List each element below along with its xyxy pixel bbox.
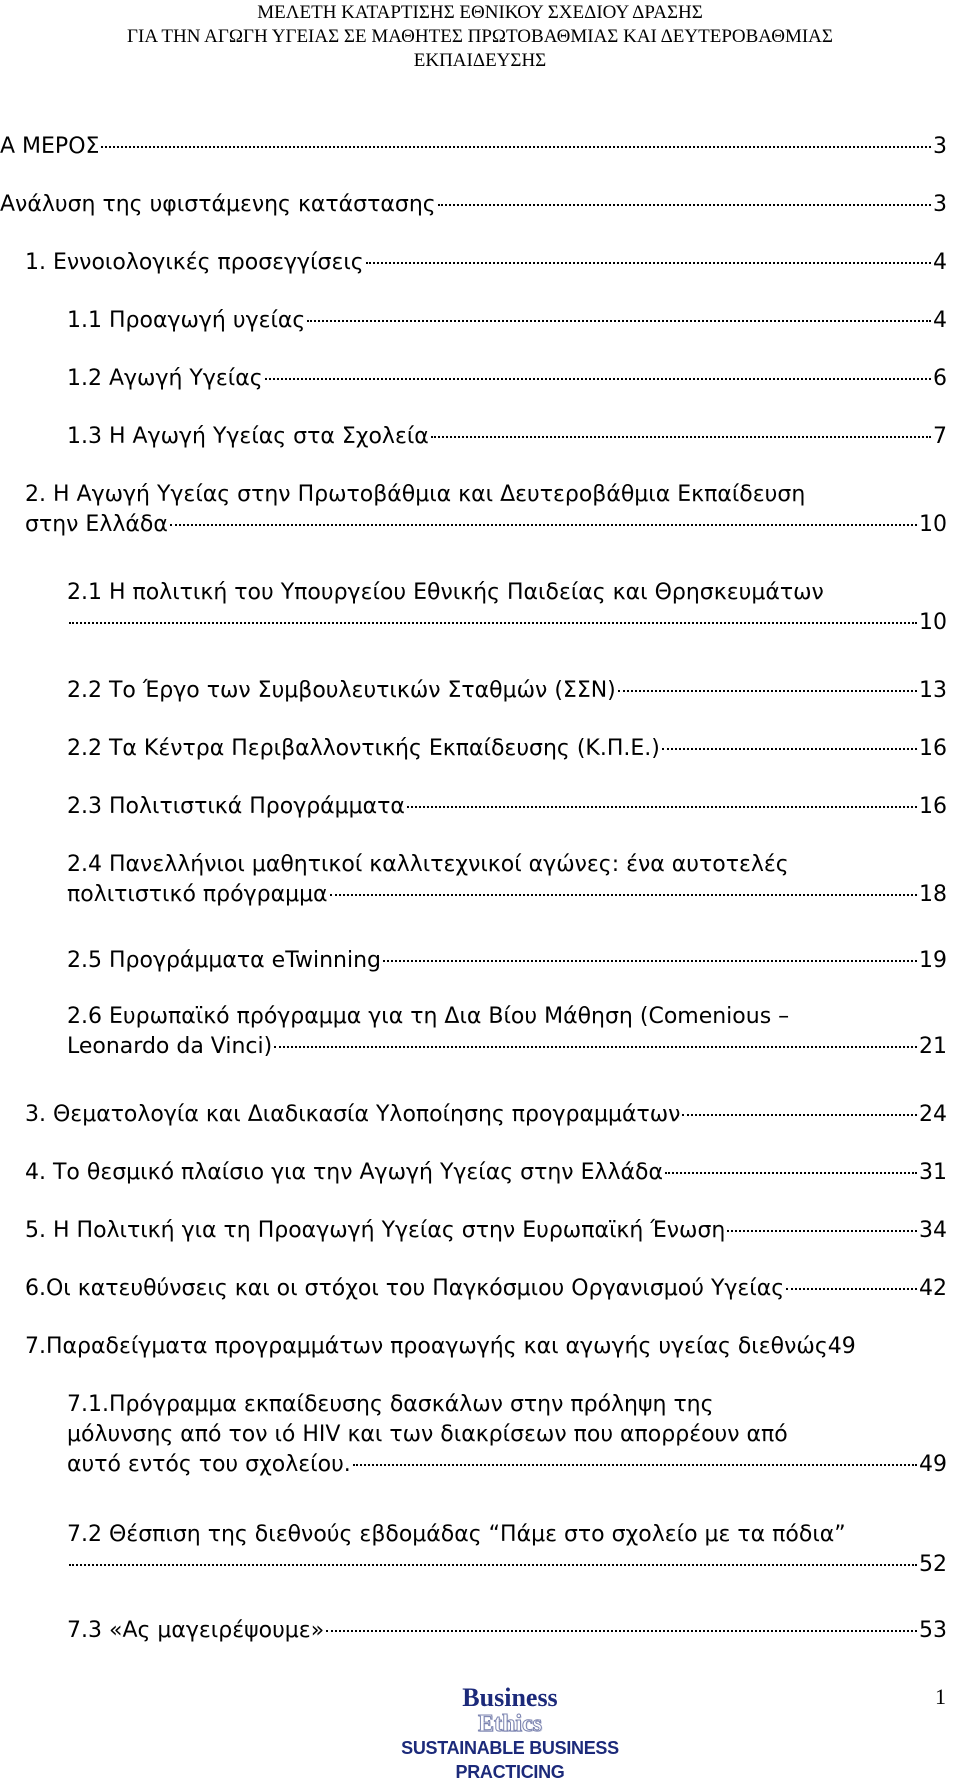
toc-entry-text: Leonardo da Vinci) [67,1034,273,1059]
logo-tagline: SUSTAINABLE BUSINESS PRACTICING [401,1738,619,1782]
toc-entry-text: 6.Οι κατευθύνσεις και οι στόχοι του Παγκόσμιου Οργανισμού Υγείας [25,1276,785,1301]
toc-page-number: 24 [919,1102,947,1127]
toc-entry[interactable] [25,1332,947,1362]
toc-entry-text: 1.3 Η Αγωγή Υγείας στα Σχολεία [67,424,429,449]
toc-entry-text-line2: μόλυνσης από τον ιό HIV και των διακρίσεων που απορρέουν από [67,1422,788,1447]
document-header [0,0,960,73]
toc-entry-text-line1: 2. Η Αγωγή Υγείας στην Πρωτοβάθμια και Δευτεροβάθμια Εκπαίδευση [25,482,806,507]
toc-entry[interactable] [67,1002,947,1062]
toc-entry[interactable] [67,1390,947,1480]
dot-leader [326,1630,917,1632]
toc-entry-text: Ανάλυση της υφιστάμενης κατάστασης [0,192,436,217]
toc-page-number: 16 [919,794,947,819]
toc-entry[interactable] [67,422,947,452]
toc-page-number: 4 [933,308,947,333]
toc-page-number: 13 [919,678,947,703]
toc-page-number: 7 [933,424,947,449]
toc-page-number: 19 [919,948,947,973]
dot-leader [662,748,917,750]
toc-entry-text: αυτό εντός του σχολείου. [67,1452,351,1477]
toc-entry-text-line1: 2.6 Ευρωπαϊκό πρόγραμμα για τη Δια Βίου Μάθηση (Comenious – [67,1004,790,1029]
dot-leader [69,622,917,624]
toc-entry-text: 7.Παραδείγματα προγραμμάτων προαγωγής και αγωγής υγείας διεθνώς [25,1334,828,1359]
logo-ethics-text: Ethics [477,1711,542,1737]
toc-entry-text: 7.3 «Ας μαγειρέψουμε» [67,1618,325,1643]
toc-entry[interactable] [25,1100,947,1130]
toc-entry[interactable] [25,1216,947,1246]
toc-entry[interactable] [67,734,947,764]
toc-entry[interactable] [67,364,947,394]
toc-entry-text: 1.1 Προαγωγή υγείας [67,308,306,333]
toc-entry-text: 3. Θεματολογία και Διαδικασία Υλοποίησης προγραμμάτων [25,1102,681,1127]
dot-leader [69,1564,917,1566]
business-ethics-logo [350,1684,670,1784]
toc-entry[interactable] [25,1274,947,1304]
toc-page-number: 4 [933,250,947,275]
header-line-3: ΕΚΠΑΙΔΕΥΣΗΣ [413,50,547,71]
toc-entry[interactable] [67,1616,947,1646]
toc-entry[interactable] [67,306,947,336]
dot-leader [265,378,931,380]
toc-entry[interactable] [67,1520,947,1580]
dot-leader [101,146,931,148]
toc-entry-text: Α ΜΕΡΟΣ [0,134,100,159]
page-number: 1 [935,1684,946,1709]
toc-page-number: 16 [919,736,947,761]
toc-page-number: 6 [933,366,947,391]
toc-entry[interactable] [25,1158,947,1188]
toc-entry-text: 2.2 Το Έργο των Συμβουλευτικών Σταθμών (ΣΣΝ) [67,678,616,703]
toc-entry-text: 5. Η Πολιτική για τη Προαγωγή Υγείας στην Ευρωπαϊκή Ένωση [25,1218,726,1243]
toc-entry-text: πολιτιστικό πρόγραμμα [67,882,328,907]
toc-entry-text: 1. Εννοιολογικές προσεγγίσεις [25,250,364,275]
toc-entry-text: 4. Το θεσμικό πλαίσιο για την Αγωγή Υγείας στην Ελλάδα [25,1160,663,1185]
toc-entry[interactable] [67,578,947,638]
toc-entry[interactable] [67,946,947,976]
toc-entry-text: 1.2 Αγωγή Υγείας [67,366,263,391]
dot-leader [682,1114,917,1116]
toc-page-number: 3 [933,134,947,159]
toc-entry[interactable] [67,792,947,822]
toc-page-number: 31 [919,1160,947,1185]
toc-page-number: 10 [919,512,947,537]
toc-entry-text-line1: 2.1 Η πολιτική του Υπουργείου Εθνικής Παιδείας και Θρησκευμάτων [67,580,824,605]
toc-entry[interactable] [67,850,947,910]
toc-page-number: 10 [919,610,947,635]
toc-page-number: 21 [919,1034,947,1059]
toc-entry-text: στην Ελλάδα [25,512,168,537]
dot-leader [353,1464,917,1466]
dot-leader [330,894,917,896]
dot-leader [170,524,917,526]
toc-entry[interactable] [67,676,947,706]
dot-leader [366,262,931,264]
toc-entry-text-line1: 7.2 Θέσπιση της διεθνούς εβδομάδας “Πάμε στο σχολείο με τα πόδια” [67,1522,846,1547]
toc-entry-text: 2.2 Τα Κέντρα Περιβαλλοντικής Εκπαίδευσης (Κ.Π.Ε.) [67,736,660,761]
dot-leader [438,204,931,206]
toc-entry[interactable] [0,190,947,220]
toc-entry-text: 2.5 Προγράμματα eTwinning [67,948,382,973]
toc-entry[interactable] [25,480,947,540]
header-line-2: ΓΙΑ ΤΗΝ ΑΓΩΓΗ ΥΓΕΙΑΣ ΣΕ ΜΑΘΗΤΕΣ ΠΡΩΤΟΒΑΘΜΙΑΣ ΚΑΙ ΔΕΥΤΕΡΟΒΑΘΜΙΑΣ [127,26,833,47]
dot-leader [383,960,917,962]
toc-entry-text-line1: 2.4 Πανελλήνιοι μαθητικοί καλλιτεχνικοί αγώνες: ένα αυτοτελές [67,852,789,877]
toc-entry-text-line1: 7.1.Πρόγραμμα εκπαίδευσης δασκάλων στην πρόληψη της [67,1392,714,1417]
toc-page-number: 34 [919,1218,947,1243]
toc-page-number: 52 [919,1552,947,1577]
toc-page-number: 53 [919,1618,947,1643]
dot-leader [665,1172,917,1174]
logo-business-text: Business [462,1683,558,1712]
dot-leader [274,1046,917,1048]
dot-leader [786,1288,917,1290]
toc-entry-text: 2.3 Πολιτιστικά Προγράμματα [67,794,405,819]
toc-page-number: 3 [933,192,947,217]
dot-leader [407,806,917,808]
toc-page-number: 42 [919,1276,947,1301]
toc-entry[interactable] [0,132,947,162]
dot-leader [431,436,931,438]
dot-leader [727,1230,917,1232]
toc-page-number: 18 [919,882,947,907]
header-line-1: ΜΕΛΕΤΗ ΚΑΤΑΡΤΙΣΗΣ ΕΘΝΙΚΟΥ ΣΧΕΔΙΟΥ ΔΡΑΣΗΣ [257,2,703,23]
toc-page-number: 49 [919,1452,947,1477]
dot-leader [618,690,917,692]
dot-leader [307,320,931,322]
toc-entry[interactable] [25,248,947,278]
toc-page-number: 49 [827,1334,856,1359]
